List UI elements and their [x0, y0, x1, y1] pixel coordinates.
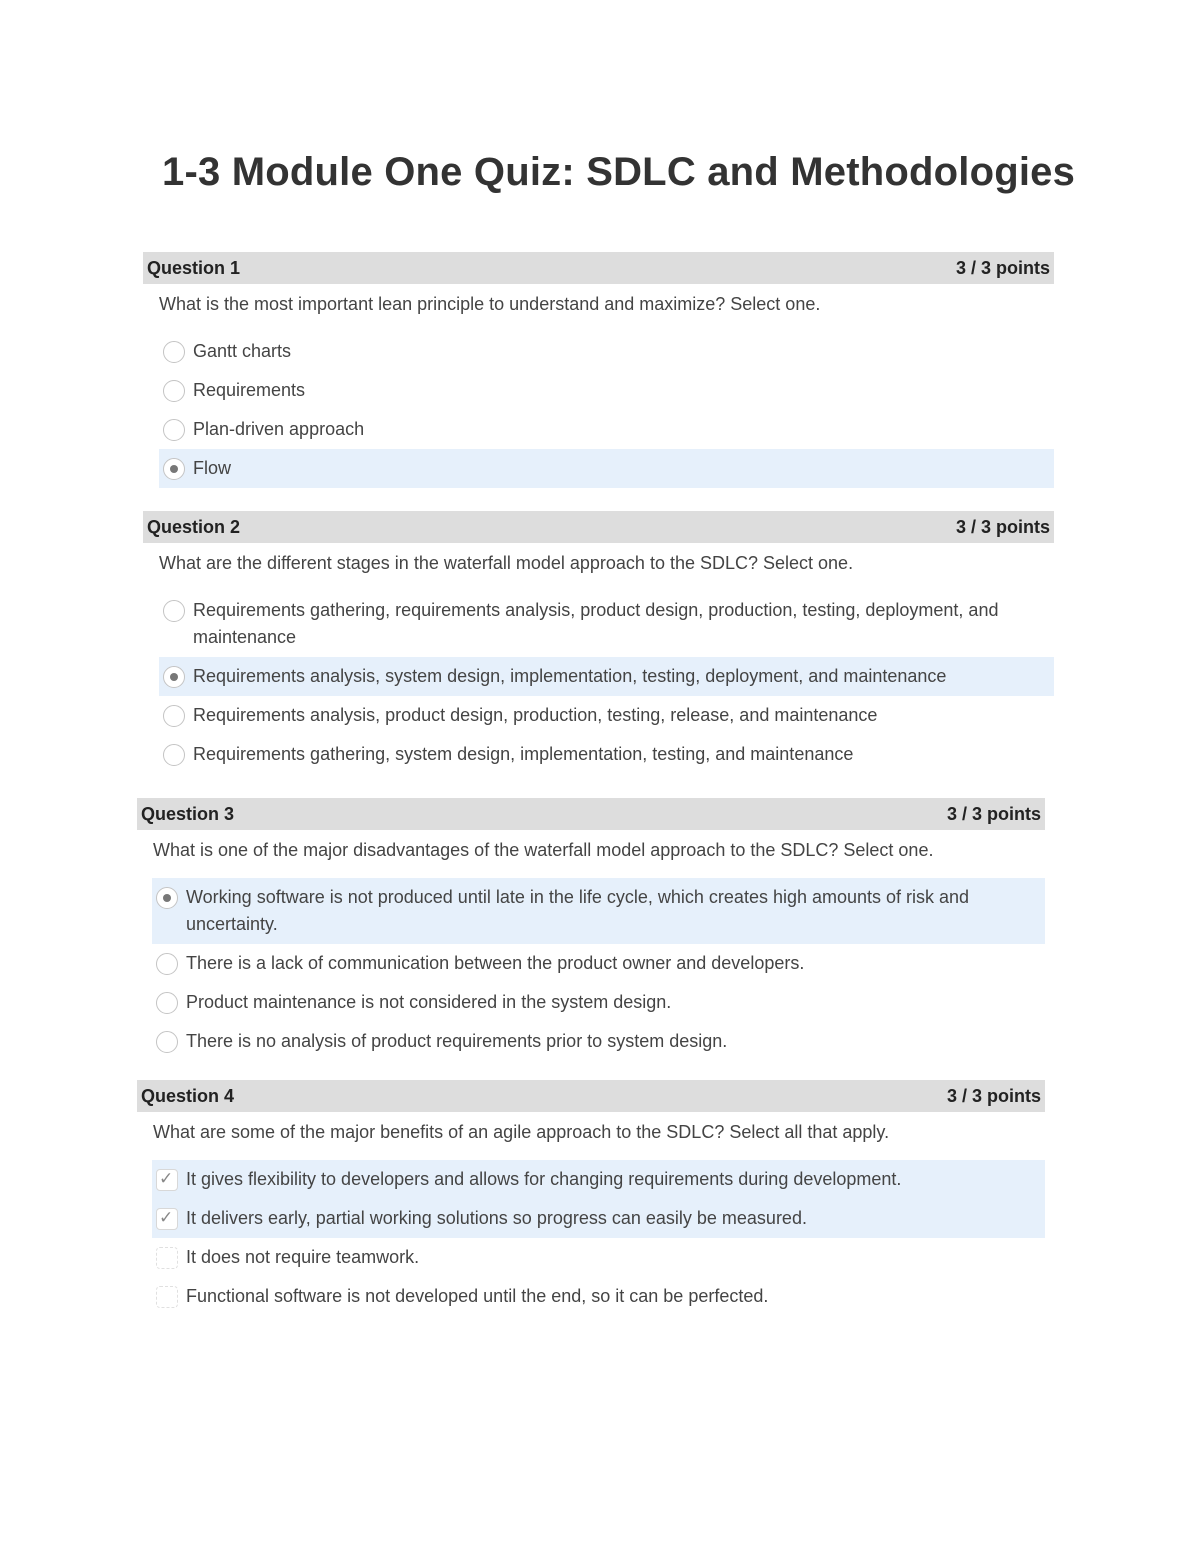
question-text: What is one of the major disadvantages of the waterfall model approach to the SDLC? Select one.: [153, 840, 934, 860]
radio-button[interactable]: [163, 600, 185, 622]
answer-options: [159, 332, 1054, 488]
answer-option[interactable]: [159, 591, 1054, 657]
answer-option[interactable]: [159, 371, 1054, 410]
question-header: [137, 1080, 1045, 1112]
question-text: What is the most important lean principle to understand and maximize? Select one.: [159, 294, 821, 314]
answer-option[interactable]: [159, 696, 1054, 735]
radio-button[interactable]: [156, 1031, 178, 1053]
checkbox[interactable]: [156, 1286, 178, 1308]
radio-button-selected[interactable]: [156, 887, 178, 909]
radio-button[interactable]: [163, 380, 185, 402]
question-1: [143, 252, 1054, 488]
question-header: [143, 511, 1054, 543]
answer-label: Functional software is not developed until the end, so it can be perfected.: [186, 1286, 769, 1306]
radio-button-selected[interactable]: [163, 666, 185, 688]
answer-label: It delivers early, partial working solutions so progress can easily be measured.: [186, 1208, 807, 1228]
answer-label: Requirements analysis, product design, production, testing, release, and maintenance: [193, 705, 878, 725]
radio-button[interactable]: [156, 953, 178, 975]
question-text: What are the different stages in the waterfall model approach to the SDLC? Select one.: [159, 553, 854, 573]
radio-button[interactable]: [163, 744, 185, 766]
answer-option[interactable]: [152, 1238, 1045, 1277]
answer-option[interactable]: [152, 1277, 1045, 1316]
question-title: Question 2: [147, 516, 241, 537]
answer-label: It does not require teamwork.: [186, 1247, 420, 1267]
answer-option-selected[interactable]: [152, 1160, 1045, 1199]
answer-options: [152, 1160, 1045, 1316]
question-score: 3 / 3 points: [955, 516, 1050, 537]
answer-option[interactable]: [152, 1022, 1045, 1061]
checkmark-icon: ✓: [159, 1169, 174, 1188]
answer-label: There is a lack of communication between the product owner and developers.: [186, 953, 805, 973]
answer-label: Requirements analysis, system design, implementation, testing, deployment, and maintenance: [193, 666, 947, 686]
answer-label: Product maintenance is not considered in the system design.: [186, 992, 672, 1012]
question-3: [137, 798, 1045, 1061]
question-title: Question 1: [147, 257, 241, 278]
answer-option-selected[interactable]: [152, 1199, 1045, 1238]
answer-option[interactable]: [152, 944, 1045, 983]
answer-label: Flow: [193, 458, 232, 478]
radio-button[interactable]: [163, 341, 185, 363]
question-score: 3 / 3 points: [946, 803, 1041, 824]
answer-label: Requirements gathering, system design, implementation, testing, and maintenance: [193, 744, 854, 764]
checkbox[interactable]: [156, 1247, 178, 1269]
answer-label: Gantt charts: [193, 341, 292, 361]
answer-options: [159, 591, 1054, 774]
answer-option[interactable]: [159, 332, 1054, 371]
question-header: [143, 252, 1054, 284]
answer-option[interactable]: [159, 735, 1054, 774]
question-title: Question 3: [141, 803, 235, 824]
radio-button-selected[interactable]: [163, 458, 185, 480]
question-title: Question 4: [141, 1085, 235, 1106]
answer-label: Requirements: [193, 380, 306, 400]
question-score: 3 / 3 points: [946, 1085, 1041, 1106]
answer-label: Requirements gathering, requirements analysis, product design, production, testing, deployment, and maintenance: [193, 600, 999, 647]
answer-label: Plan-driven approach: [193, 419, 365, 439]
checkmark-icon: ✓: [159, 1208, 174, 1227]
answer-label: There is no analysis of product requirements prior to system design.: [186, 1031, 728, 1051]
answer-label: Working software is not produced until late in the life cycle, which creates high amounts of risk and uncertainty.: [186, 887, 970, 934]
answer-label: It gives flexibility to developers and allows for changing requirements during development.: [186, 1169, 902, 1189]
answer-option[interactable]: [152, 983, 1045, 1022]
question-2: [143, 511, 1054, 774]
radio-button[interactable]: [163, 419, 185, 441]
question-score: 3 / 3 points: [955, 257, 1050, 278]
answer-options: [152, 878, 1045, 1061]
question-4: [137, 1080, 1045, 1316]
radio-button[interactable]: [156, 992, 178, 1014]
answer-option[interactable]: [159, 410, 1054, 449]
question-text: What are some of the major benefits of an agile approach to the SDLC? Select all that apply.: [153, 1122, 890, 1142]
page-title: 1-3 Module One Quiz: SDLC and Methodologies: [162, 150, 1076, 194]
checkbox-checked[interactable]: [156, 1208, 178, 1230]
question-header: [137, 798, 1045, 830]
radio-button[interactable]: [163, 705, 185, 727]
checkbox-checked[interactable]: [156, 1169, 178, 1191]
answer-option-selected[interactable]: [159, 657, 1054, 696]
answer-option-selected[interactable]: [159, 449, 1054, 488]
answer-option-selected[interactable]: [152, 878, 1045, 944]
